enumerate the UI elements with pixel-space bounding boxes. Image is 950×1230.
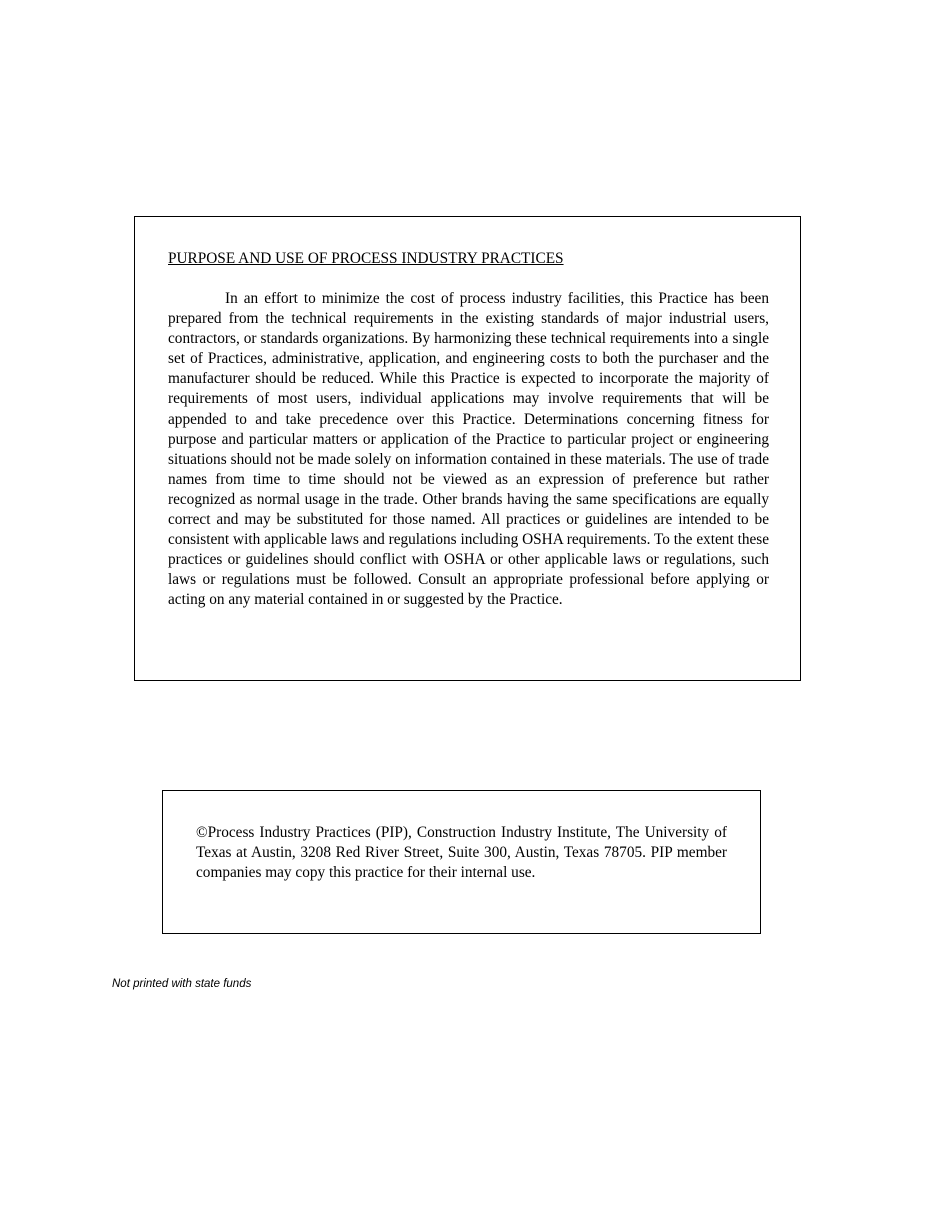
purpose-body-text: In an effort to minimize the cost of process industry facilities, this Practice has been prepared from the technical requirements in the existing standards of major industrial users, contractors, or standards organizations. By harmonizing these technical requirements into a single set of Practices, administrative, application, and engineering costs to both the purchaser and the manufacturer should be reduced. While this Practice is expected to incorporate the majority of requirements of most users, individual applications may involve requirements that will be appended to and take precedence over this Practice. Determinations concerning fitness for purpose and particular matters or application of the Practice to particular project or engineering situations should not be made solely on information contained in these materials. The use of trade names from time to time should not be viewed as an expression of preference but rather recognized as normal usage in the trade. Other brands having the same specifications are equally correct and may be substituted for those named. All practices or guidelines are intended to be consistent with applicable laws and regulations including OSHA requirements. To the extent these practices or guidelines should conflict with OSHA or other applicable laws or regulations, such laws or regulations must be followed. Consult an appropriate professional before applying or acting on any material contained in or suggested by the Practice. xyxy=(168,290,769,609)
copyright-text: ©Process Industry Practices (PIP), Construction Industry Institute, The University of Texas at Austin, 3208 Red River Street, Suite 300, Austin, Texas 78705. PIP member companies may copy this practice for their internal use. xyxy=(196,824,727,882)
footer-note: Not printed with state funds xyxy=(112,978,252,990)
copyright-box xyxy=(162,790,761,934)
purpose-heading: PURPOSE AND USE OF PROCESS INDUSTRY PRACTICES xyxy=(168,250,564,267)
purpose-box xyxy=(134,216,801,681)
